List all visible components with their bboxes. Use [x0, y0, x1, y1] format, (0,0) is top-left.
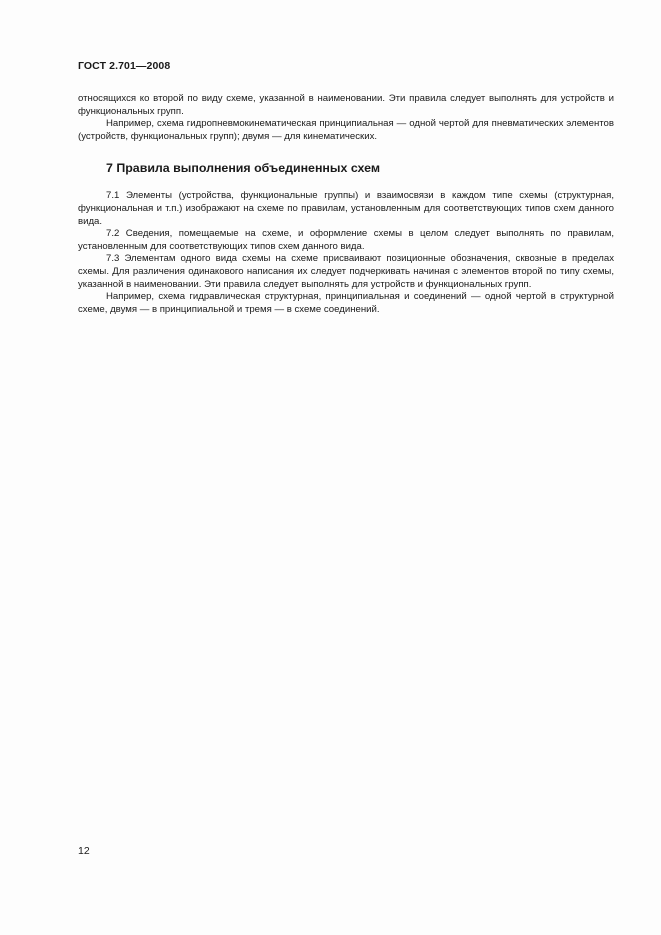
paragraph-example-1: Например, схема гидропневмокинематическая принципиальная — одной чертой для пневматических элементов (устройств, функциональных групп); двумя — для кинематических.: [78, 118, 614, 142]
section-title: 7 Правила выполнения объединенных схем: [106, 161, 381, 176]
page-number: 12: [78, 845, 90, 857]
document-body: [78, 93, 614, 316]
paragraph-7-3: 7.3 Элементам одного вида схемы на схеме присваивают позиционные обозначения, сквозные в пределах схемы. Для различения одинакового написания их следует подчеркивать начиная с элементов второй по типу схемы, указанной в наименовании. Эти правила следует выполнять для устройств и функциональных групп.: [78, 253, 614, 290]
paragraph-7-2: 7.2 Сведения, помещаемые на схеме, и оформление схемы в целом следует выполнять по правилам, установленным для соответствующих типов схем данного вида.: [78, 228, 614, 252]
paragraph-continuation: относящихся ко второй по виду схеме, указанной в наименовании. Эти правила следует выполнять для устройств и функциональных групп.: [78, 93, 614, 117]
document-header: ГОСТ 2.701—2008: [78, 60, 171, 72]
paragraph-example-2: Например, схема гидравлическая структурная, принципиальная и соединений — одной чертой в структурной схеме, двумя — в принципиальной и тремя — в схеме соединений.: [78, 291, 614, 315]
paragraph-7-1: 7.1 Элементы (устройства, функциональные группы) и взаимосвязи в каждом типе схемы (структурная, функциональная и т.п.) изображают на схеме по правилам, установленным для соответствующих типов схем данного вида.: [78, 190, 614, 227]
